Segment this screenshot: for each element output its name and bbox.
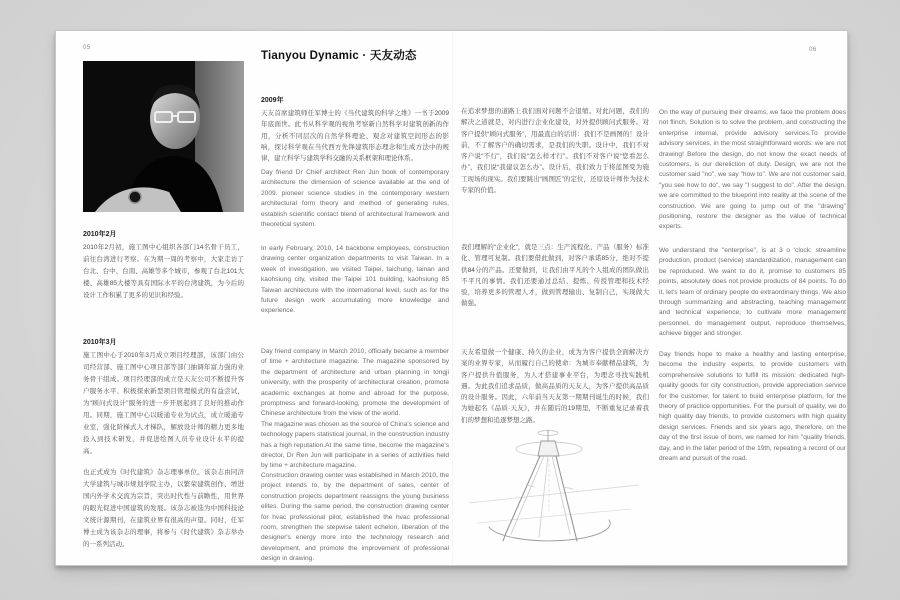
wristwatch-shape — [129, 191, 141, 203]
paragraph-magazine-en-1: Day friend company in March 2010, officially became a member of time + architecture magazine. The magazine sponsored by the department of architecture and urban planning in tongji university, with the prosperity of architectural creation, promote academic exchanges at home and abroad for the purpose, promptness and forward-looking, promote the development of Chinese architecture from the view of the world. — [261, 348, 449, 418]
portrait-photo-illustration — [83, 61, 244, 212]
page-number-right: 06 — [809, 47, 817, 53]
paragraph-2009-en: Day friend Dr Chief architect Ren Jun book of contemporary architecture the dimension of science available at the end of 2009. pioneer science studies in the contemporary western architectural form theory and method of generating rules, establish scientific contact blend of architectural framework and theoretical system. — [261, 169, 449, 229]
paragraph-construction-center-en: Construction drawing center was established in March 2010, the project intends to, by the department of sales, center of construction projects department reassigns the young business elites. During the same period, the construction drawing center for hvac professional pilot, established the hvac professional room, strengthen the stepwise talent echelon, liberation of the designer's energy more into the technology research and development, and promote the improvement of professional design in drawing. — [261, 472, 449, 563]
paragraph-dream-en: On the way of pursuing their dreams, we face the problem does not flinch. Solution is to solve the problem, and constructing the enterprise internal, provide advisory services.To provide advisory services, in the most straightforward words: we are not drawing! Before the design, do not know the exact needs of customers, is our dereliction of duty. Design, we are not the customer said "no", we say "how to". We are not customer said, "you see how to do", we say "I suggest to do". After the design, we are committed to the blueprint into reality at the scene of the construction. We are going to jump out of the "drawing" positioning, restore the designer as the value of technical experts. — [659, 109, 846, 231]
paragraph-mar-2010-en — [261, 347, 449, 472]
paragraph-feb-2010-zh: 2010年2月初，施工图中心组织各部门14名骨干员工，前往台湾进行考察。在为期一周的考察中，大家走访了台北、台中、台南、高雄等多个城市，参观了台北101大楼、高雄85大楼等具有国际水平的台湾建筑，为今后的设计工作积累了更多的见识和经验。 — [83, 244, 244, 299]
paragraph-magazine-en-2: The magazine was chosen as the source of China's science and technology papers statistical journal, in the construction industry has a high reputation.At the same time, become the magazine's director, Dr Ren Jun will participate in a series of activities held by time + architecture magazine. — [261, 420, 449, 470]
paragraph-feb-2010-en: In early February, 2010, 14 backbone employees, construction drawing center organization departments to visit Taiwan. In a week of investigation, we visited Taipei, taichung, tainan and kaohsiung city, visited the Taipei 101 building, kaohsiung 85 Taiwan architecture with the international level, such as for the future design work accumulating more knowledge and experience. — [261, 245, 449, 315]
magazine-spread — [55, 30, 848, 566]
section-heading-feb-2010: 2010年2月 — [83, 231, 117, 238]
compass-sketch-illustration — [469, 429, 639, 561]
article-title: Tianyou Dynamic · 天友动态 — [261, 50, 417, 62]
paragraph-enterprise-en: We understand the "enterprise", is at 3 o 'clock: streamline production, product (service) standardization, management can be reproduced. We want to do it, promise to customers 85 points, absolutely does not provide products of 84 points. To do it, let's team of ordinary people do extraordinary things. We also through summarizing and abstracting, teaching management and technical experience, to cultivate more management personnel, do management output, reproduce themselves, achieve bigger and stronger. — [659, 247, 846, 338]
paragraph-mar-2010-zh-continued: 也正式成为《时代建筑》杂志理事单位。该杂志由同济大学建筑与城市规划学院主办，以繁荣建筑创作、增进国内外学术交流为宗旨，突出时代性与前瞻性，用世界的眼光促进中国建筑的发展。该杂志被选为中国科技论文统计源期刊，在建筑业界有很高的声望。同时，任军博士成为该杂志的理事，将参与《时代建筑》杂志举办的一系列活动。 — [83, 469, 244, 548]
portrait-photo — [83, 61, 244, 212]
paragraph-quality-zh: 天友希望做一个健康、持久的企业，成为为客户提供全面解决方案的业界专家，从而履行自己的使命：为城市奉献精品建筑，为客户提供升值服务，为人才搭建事业平台，为理念寻找实践机遇。为此我们追求品质，做高品质的天友人，为客户提供高品质的设计服务。因此，六年前当天友第一期期刊诞生的时候，我们为她起名《品质·天友》，并在随后的19期里，不断重复记录着我们的梦想和追逐梦想之路。 — [461, 349, 649, 424]
section-heading-mar-2010: 2010年3月 — [83, 339, 117, 346]
paragraph-quality-en: Day friends hope to make a healthy and lasting enterprise, become the industry experts, to provide customers with comprehensive solutions to fulfill its mission: dedicated high-quality goods for city construction, provide appreciation service for the customer, for talent to build enterprise platform, for the theory of practice opportunities. For the pursuit of quality, we do high quality day friends, to provide customers with high quality design services. Friends and six years ago, therefore, on the day of the first issue of born, we named for him "quality friends, day, and in the later period of the 19th, repeating a record of our dream and pursuit of the road. — [659, 351, 846, 463]
compass-sketch — [469, 429, 639, 561]
paragraph-dream-zh: 在追求梦想的道路上我们面对问题不会退缩。对此问题，我们的解决之道就是，对内进行企业化建设，对外提供顾问式服务。对客户提供“顾问式服务”，用最直白的话讲：我们不是画图的！设计前，不了解客户的确切需求，是我们的失职。设计中，我们不对客户说“不行”，我们说“怎么样才行”。我们不对客户说“您看怎么办”，我们说“我建议怎么办”。设计后，我们致力于将蓝图变为施工现场的现实。我们要跳出“画图匠”的定位，还原设计师作为技术专家的价值。 — [461, 108, 649, 195]
paragraph-2009-zh: 天友首席建筑师任军博士的《当代建筑的科学之维》一书于2009年底面世。此书从科学观的视角考察新自然科学对建筑创新的作用，分析不同层次的自然学科理论、观念对建筑空间形态的影响，探讨科学观在当代西方先锋建筑形态理念和生成方法中的规律，建立科学与建筑学科交融的关系框架和理论体系。 — [261, 110, 449, 163]
page-number-left: 05 — [83, 45, 91, 51]
section-heading-2009: 2009年 — [261, 97, 284, 104]
paragraph-enterprise-zh: 我们理解的“企业化”，就是三点：生产流程化、产品（服务）标准化、管理可复制。我们要借此做到，对客户承诺85分，绝对不提供84分的产品。还要做到，让我们由平凡的个人组成的团队做出不平凡的事情。我们还要通过总结、提炼、传授管理和技术经验，培养更多的管理人才，做到管理输出、复制自己，实现做大做强。 — [461, 244, 649, 308]
paragraph-mar-2010-zh: 施工图中心于2010年3月成立项目经理部，该部门由公司经营部、施工图中心项目部等部门抽调年富力强的业务骨干组成。项目经理部的成立是天友公司不断提升客户服务水平、积极探索新型项目管理模式的有益尝试，为“顾问式设计”服务的进一步开展起到了良好的推动作用。同期，施工图中心以暖通专业为试点，成立暖通专业室，强化阶梯式人才梯队，解放设计师的精力更多地投入到技术研发，并促进绘图人员专业设计水平的提高。 — [83, 352, 244, 455]
